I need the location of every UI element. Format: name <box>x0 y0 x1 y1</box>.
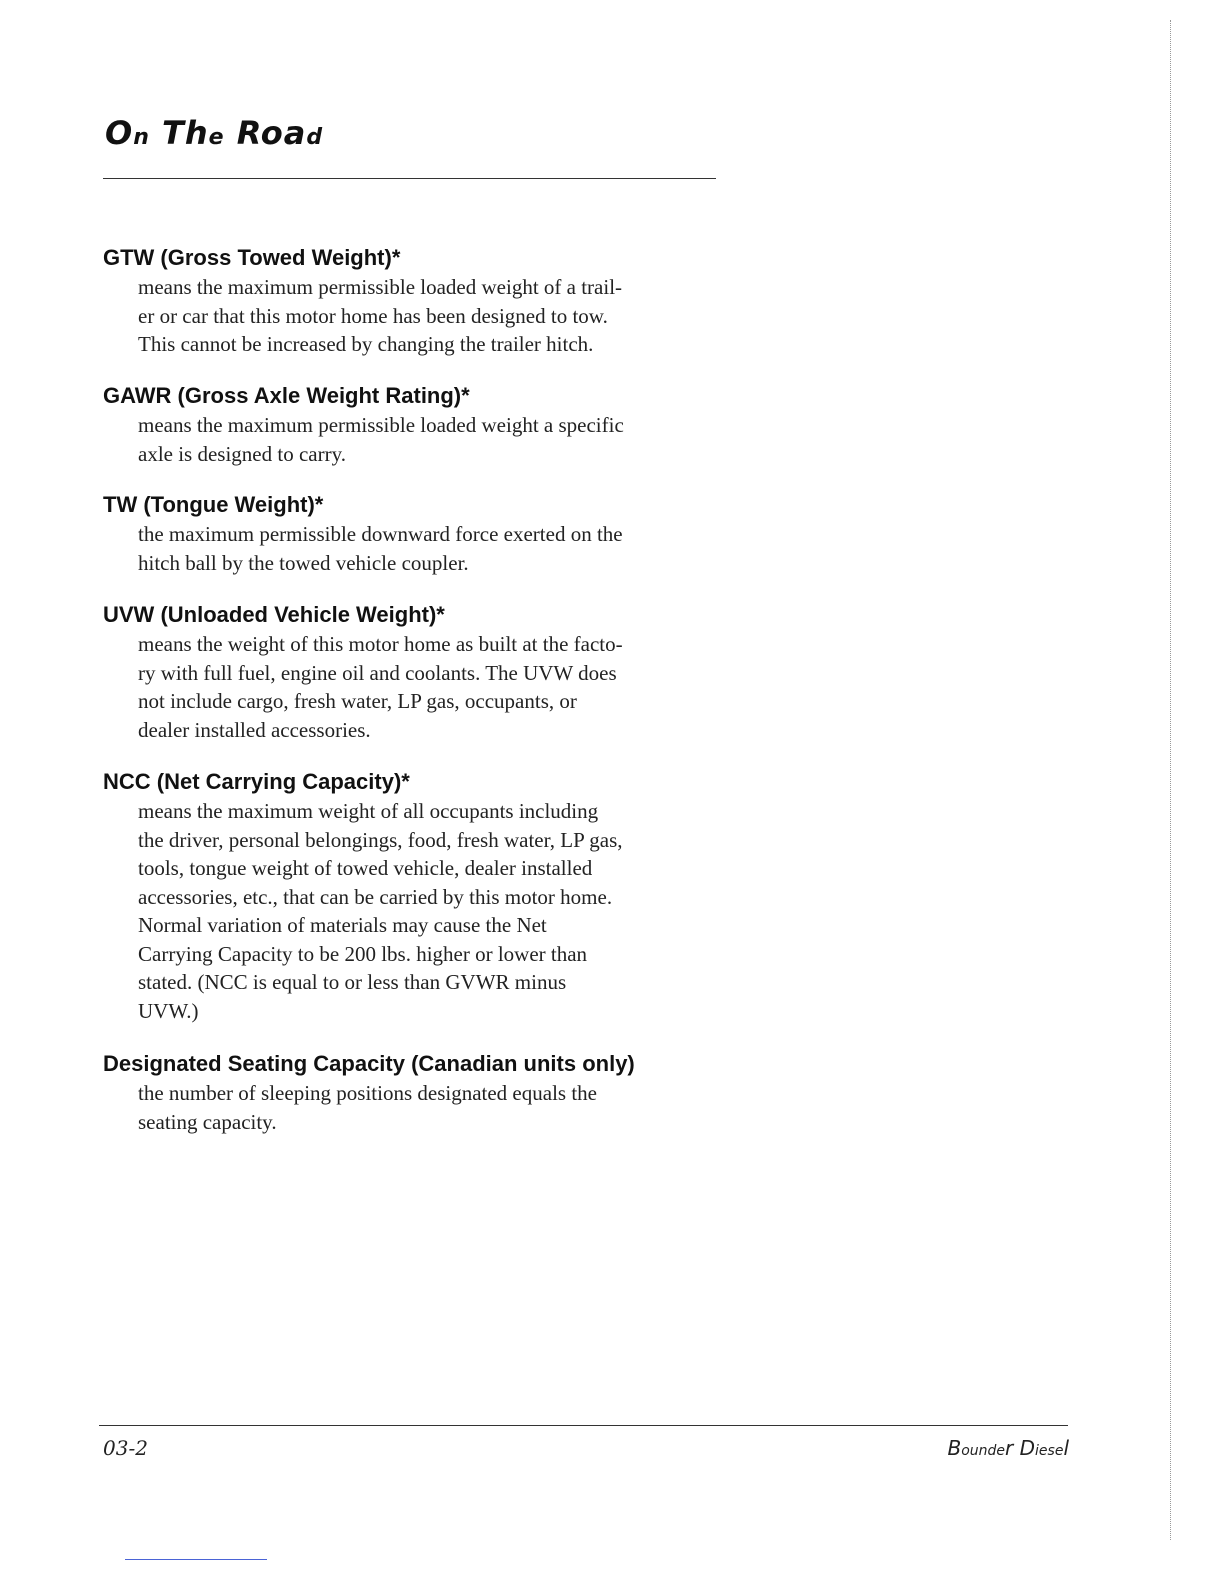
definition-term: TW (Tongue Weight)* <box>103 492 324 517</box>
definition-term: Designated Seating Capacity (Canadian units only) <box>103 1051 635 1076</box>
definition-gtw <box>103 243 743 359</box>
header-title-n: n <box>133 125 150 150</box>
definition-tw <box>103 490 743 577</box>
scan-blue-mark <box>125 1559 267 1560</box>
definition-term: UVW (Unloaded Vehicle Weight)* <box>103 602 445 627</box>
header-title-th: Th <box>162 114 209 152</box>
definition-ncc <box>103 767 743 1025</box>
scan-edge-line <box>1170 20 1171 1540</box>
footer-title <box>947 1436 1069 1460</box>
definition-uvw <box>103 600 743 744</box>
header-title-o: O <box>105 114 134 152</box>
header-title-d: d <box>306 125 324 150</box>
footer-title-d: D <box>1013 1436 1036 1460</box>
definition-term: NCC (Net Carrying Capacity)* <box>103 769 410 794</box>
footer-title-b: B <box>947 1436 962 1460</box>
footer-title-r: r <box>1005 1436 1014 1460</box>
header-title-roa: Roa <box>236 114 307 152</box>
definition-term: GTW (Gross Towed Weight)* <box>103 245 401 270</box>
header-divider <box>103 178 716 179</box>
footer-title-ounde: ounde <box>961 1443 1006 1459</box>
page-number: 03-2 <box>103 1436 148 1460</box>
definition-text: means the maximum permissible loaded weight of a trail- er or car that this motor home has been designed to tow. This cannot be increased by changing the trailer hitch. <box>138 275 623 356</box>
footer-title-iese: iese <box>1035 1443 1064 1459</box>
definition-gawr <box>103 381 743 468</box>
definition-text: the number of sleeping positions designated equals the seating capacity. <box>138 1081 597 1134</box>
header-title-e: e <box>208 125 225 150</box>
footer-title-l: l <box>1063 1436 1069 1460</box>
page-header-title <box>105 114 323 152</box>
definition-term: GAWR (Gross Axle Weight Rating)* <box>103 383 470 408</box>
definition-seating-capacity <box>103 1049 743 1136</box>
definition-text: means the weight of this motor home as built at the facto- ry with full fuel, engine oil and coolants. The UVW does not include cargo, fresh water, LP gas, occupants, or dealer installed accessories. <box>138 632 623 742</box>
footer-divider <box>99 1425 1068 1426</box>
definition-text: means the maximum weight of all occupants including the driver, personal belongings, food, fresh water, LP gas, tools, tongue weight of towed vehicle, dealer installed accessories, etc., that can be carried by this motor home. Normal variation of materials may cause the Net Carrying Capacity to be 200 lbs. higher or lower than stated. (NCC is equal to or less than GVWR minus UVW.) <box>138 799 623 1023</box>
definition-text: means the maximum permissible loaded weight a specific axle is designed to carry. <box>138 413 624 466</box>
definition-text: the maximum permissible downward force exerted on the hitch ball by the towed vehicle coupler. <box>138 522 623 575</box>
